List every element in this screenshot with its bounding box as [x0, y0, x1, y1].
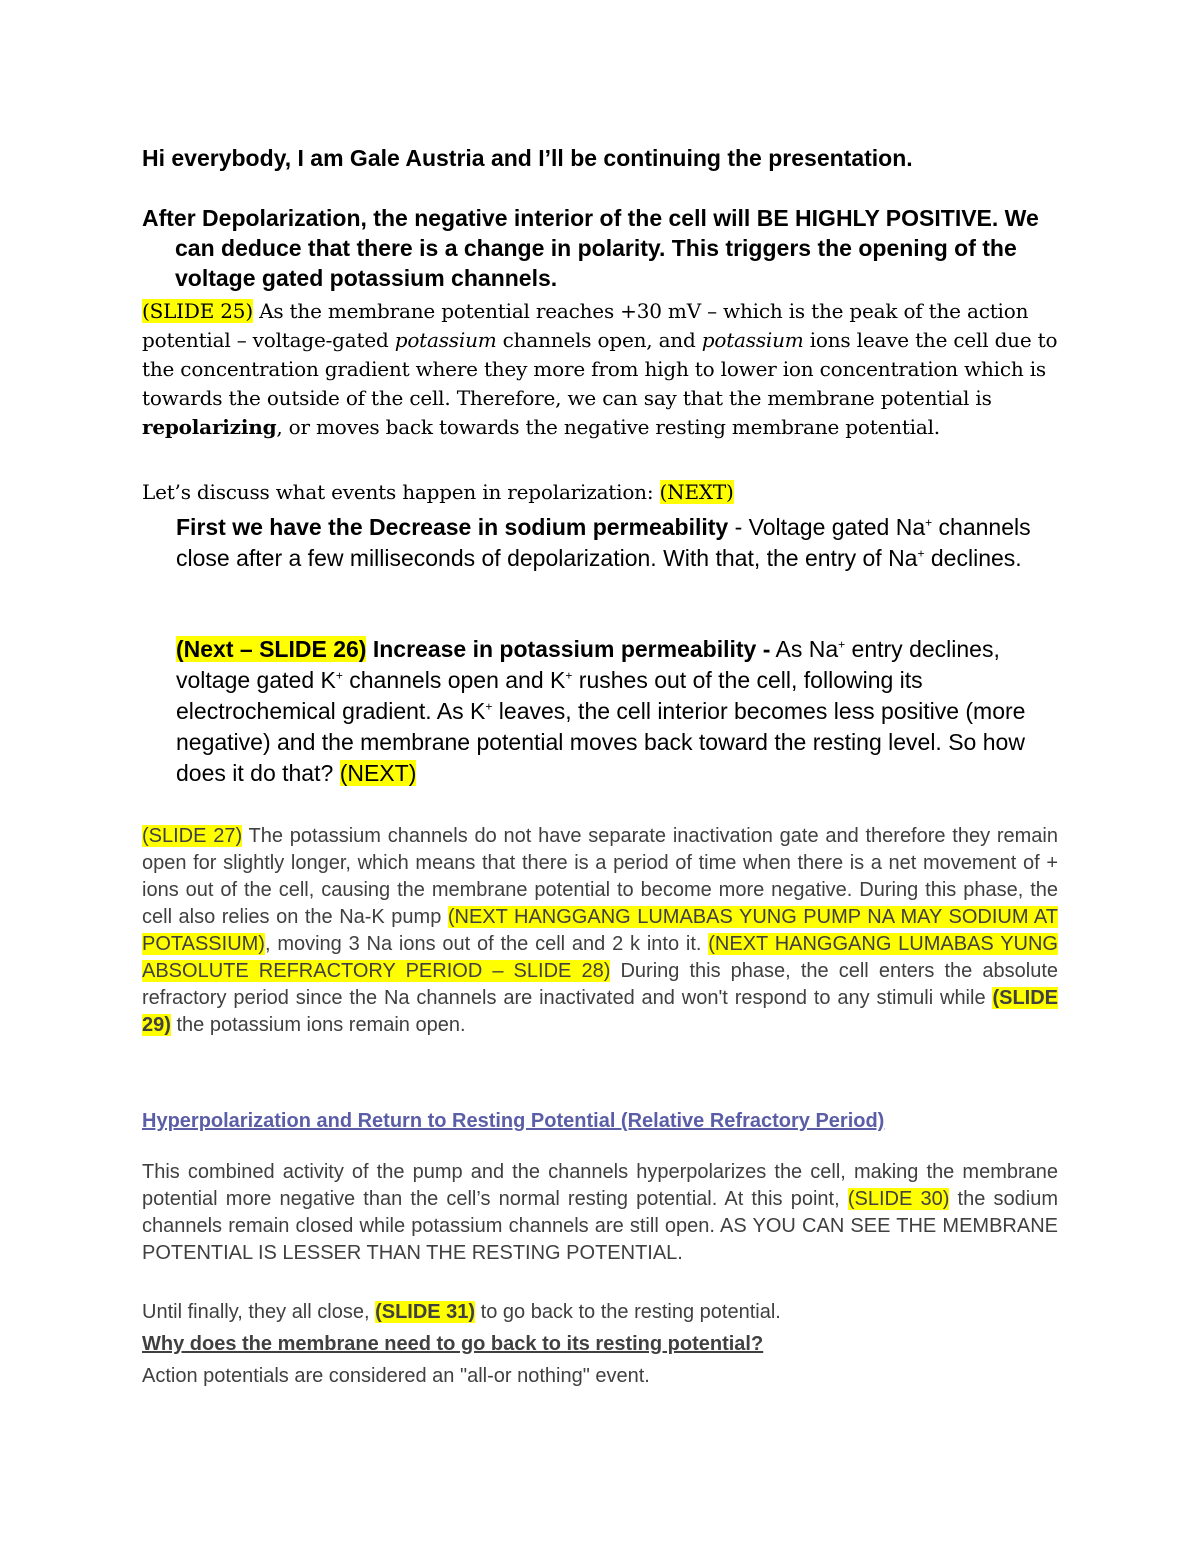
bold-run: repolarizing: [142, 415, 277, 439]
italic-run: potassium: [701, 328, 804, 352]
text-run: leaves, the cell interior becomes less positive (more negative) and the membrane potential moves back toward the resting level. So how does it do that?: [176, 698, 1026, 786]
after-depolarization-paragraph: After Depolarization, the negative interior of the cell will BE HIGHLY POSITIVE. We can deduce that there is a change in polarity. This triggers the opening of the voltage gated potassium channels.: [142, 205, 1039, 291]
text-run: rushes out of the cell, following its electrochemical gradient. As K: [176, 667, 923, 724]
text-run: , or moves back towards the negative resting membrane potential.: [276, 415, 940, 439]
slide-25-tag: (SLIDE 25): [142, 299, 253, 323]
text-run: During this phase, the cell enters the absolute refractory period since the Na channels are inactivated and won't respond to any stimuli while: [142, 960, 1059, 1009]
slide-31-tag: (SLIDE 31): [375, 1301, 476, 1323]
superscript-plus: +: [838, 637, 846, 652]
text-run: channels close after a few milliseconds of depolarization. With that, the entry of Na: [176, 514, 1031, 571]
until-finally-paragraph: [142, 1299, 1058, 1326]
lets-discuss-paragraph: [142, 478, 1064, 507]
superscript-plus: +: [917, 546, 925, 561]
slide-27-tag: (SLIDE 27): [142, 825, 243, 847]
text-run: This combined activity of the pump and the channels hyperpolarizes the cell, making the membrane potential more negative than the cell’s normal resting potential. At this point,: [142, 1161, 1058, 1210]
bold-run: First we have the Decrease in sodium permeability: [176, 514, 729, 540]
greeting-paragraph: Hi everybody, I am Gale Austria and I’ll be continuing the presentation.: [142, 145, 913, 171]
text-run: entry declines, voltage gated K: [176, 636, 1000, 693]
next-tag: (NEXT): [659, 480, 734, 504]
slide-27-paragraph: [142, 823, 1058, 1039]
text-run: ions leave the cell due to the concentration gradient where they more from high to lower ion concentration which is towards the outside of the cell. Therefore, we can say that the membrane potential is: [142, 328, 1058, 410]
superscript-plus: +: [485, 699, 493, 714]
combined-activity-paragraph: [142, 1159, 1058, 1267]
text-run: channels open and K: [342, 667, 566, 693]
superscript-plus: +: [925, 515, 933, 530]
text-run: , moving 3 Na ions out of the cell and 2 k into it.: [264, 933, 709, 955]
bold-run: Increase in potassium permeability -: [366, 636, 771, 662]
potassium-permeability-paragraph: [176, 634, 1066, 789]
text-run: As the membrane potential reaches +30 mV – which is the peak of the action potential – voltage-gated: [142, 299, 1029, 352]
pump-tag: (NEXT HANGGANG LUMABAS YUNG PUMP NA MAY SODIUM AT POTASSIUM): [142, 906, 1058, 955]
text-run: to go back to the resting potential.: [475, 1301, 781, 1323]
next-tag: (NEXT): [339, 760, 417, 786]
slide-26-tag: (Next – SLIDE 26): [176, 636, 367, 662]
text-run: The potassium channels do not have separate inactivation gate and therefore they remain open for slightly longer, which means that there is a period of time when there is a net movement of + ions out of the cell, causing the membrane potential to become more negative. During this phase, the cell also relies on the Na-K pump: [142, 825, 1058, 928]
italic-run: potassium: [394, 328, 497, 352]
hyperpolarization-heading[interactable]: Hyperpolarization and Return to Resting Potential (Relative Refractory Period): [142, 1110, 885, 1132]
slide-30-tag: (SLIDE 30): [847, 1188, 950, 1210]
text-run: declines.: [924, 545, 1022, 571]
text-run: channels open, and: [496, 328, 702, 352]
all-or-nothing-paragraph: Action potentials are considered an "all-or nothing" event.: [142, 1365, 650, 1387]
text-run: Let’s discuss what events happen in repolarization:: [142, 480, 660, 504]
text-run: the potassium ions remain open.: [170, 1014, 466, 1036]
text-run: the sodium channels remain closed while potassium channels are still open. AS YOU CAN SEE THE MEMBRANE POTENTIAL IS LESSER THAN THE RESTING POTENTIAL.: [142, 1188, 1058, 1264]
text-run: Until finally, they all close,: [142, 1301, 376, 1323]
why-resting-heading: Why does the membrane need to go back to its resting potential?: [142, 1333, 764, 1355]
text-run: - Voltage gated Na: [728, 514, 926, 540]
slide-29-tag: (SLIDE 29): [142, 987, 1058, 1036]
slide-28-tag: (NEXT HANGGANG LUMABAS YUNG ABSOLUTE REFRACTORY PERIOD – SLIDE 28): [142, 933, 1058, 982]
sodium-permeability-paragraph: [176, 512, 1056, 574]
superscript-plus: +: [335, 668, 343, 683]
superscript-plus: +: [565, 668, 573, 683]
text-run: As Na: [770, 636, 839, 662]
slide-25-paragraph: [142, 297, 1064, 442]
